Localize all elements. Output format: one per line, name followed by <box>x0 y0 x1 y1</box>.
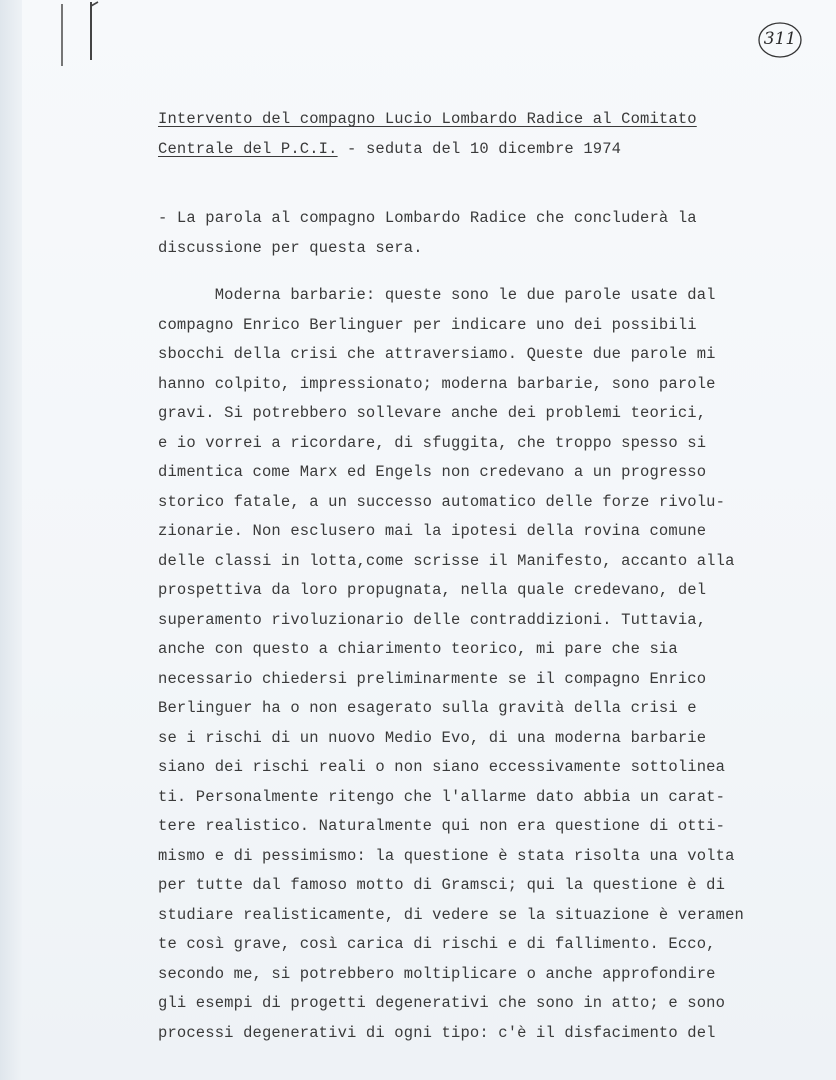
body-text-line: hanno colpito, impressionato; moderna barbarie, sono parole <box>158 374 716 393</box>
body-text-line: necessario chiedersi preliminarmente se il compagno Enrico <box>158 669 707 688</box>
intro-line: discussione per questa sera. <box>158 238 423 257</box>
body-text-line: compagno Enrico Berlinguer per indicare uno dei possibili <box>158 315 697 334</box>
page-number-text: 311 <box>763 29 797 49</box>
body-text-line: siano dei rischi reali o non siano eccessivamente sottolinea <box>158 758 726 776</box>
body-text-line: zionarie. Non esclusero mai la ipotesi della rovina comune <box>158 522 707 540</box>
body-text-line: dimentica come Marx ed Engels non credevano a un progresso <box>158 463 707 481</box>
body-text-line: anche con questo a chiarimento teorico, mi pare che sia <box>158 640 678 658</box>
body-text-line: te così grave, così carica di rischi e di fallimento. Ecco, <box>158 935 716 953</box>
body-text-line: ti. Personalmente ritengo che l'allarme dato abbia un carat- <box>158 787 726 806</box>
body-text-line: per tutte dal famoso motto di Gramsci; qui la questione è di <box>158 876 726 894</box>
body-text-line: e io vorrei a ricordare, di sfuggita, che troppo spesso si <box>158 433 707 452</box>
body-text-line: processi degenerativi di ogni tipo: c'è il disfacimento del <box>158 1023 716 1042</box>
body-text-line: tere realistico. Naturalmente qui non era questione di otti- <box>158 817 726 835</box>
intro-line: - La parola al compagno Lombardo Radice che concluderà la <box>158 209 697 227</box>
body-text-line: se i rischi di un nuovo Medio Evo, di una moderna barbarie <box>158 728 707 747</box>
body-text-line: sbocchi della crisi che attraversiamo. Queste due parole mi <box>158 345 716 363</box>
heading-date-part: - seduta del 10 dicembre 1974 <box>337 140 622 158</box>
handwritten-page-number <box>757 20 803 60</box>
body-text-line: gli esempi di progetti degenerativi che sono in atto; e sono <box>158 994 726 1012</box>
body-text-line: Berlinguer ha o non esagerato sulla gravità della crisi e <box>158 699 697 717</box>
body-text-line: prospettiva da loro propugnata, nella quale credevano, del <box>158 581 707 599</box>
body-text-line: delle classi in lotta,come scrisse il Manifesto, accanto alla <box>158 551 735 570</box>
body-text-line: gravi. Si potrebbero sollevare anche dei problemi teorici, <box>158 404 707 422</box>
scan-left-edge <box>0 0 22 1080</box>
body-text-line: mismo e di pessimismo: la questione è stata risolta una volta <box>158 846 735 865</box>
body-text-line: secondo me, si potrebbero moltiplicare o anche approfondire <box>158 964 716 983</box>
body-text-line: storico fatale, a un successo automatico delle forze rivolu- <box>158 492 726 511</box>
heading-line-2 <box>158 140 621 158</box>
body-text-line: superamento rivoluzionario delle contraddizioni. Tuttavia, <box>158 610 707 629</box>
heading-line-1: Intervento del compagno Lucio Lombardo Radice al Comitato <box>158 110 697 128</box>
heading-underlined-part: Centrale del P.C.I. <box>158 140 338 158</box>
body-text-line: studiare realisticamente, di vedere se la situazione è veramen <box>158 905 744 924</box>
body-text-line: Moderna barbarie: queste sono le due parole usate dal <box>158 286 716 304</box>
staple-mark <box>60 0 100 70</box>
